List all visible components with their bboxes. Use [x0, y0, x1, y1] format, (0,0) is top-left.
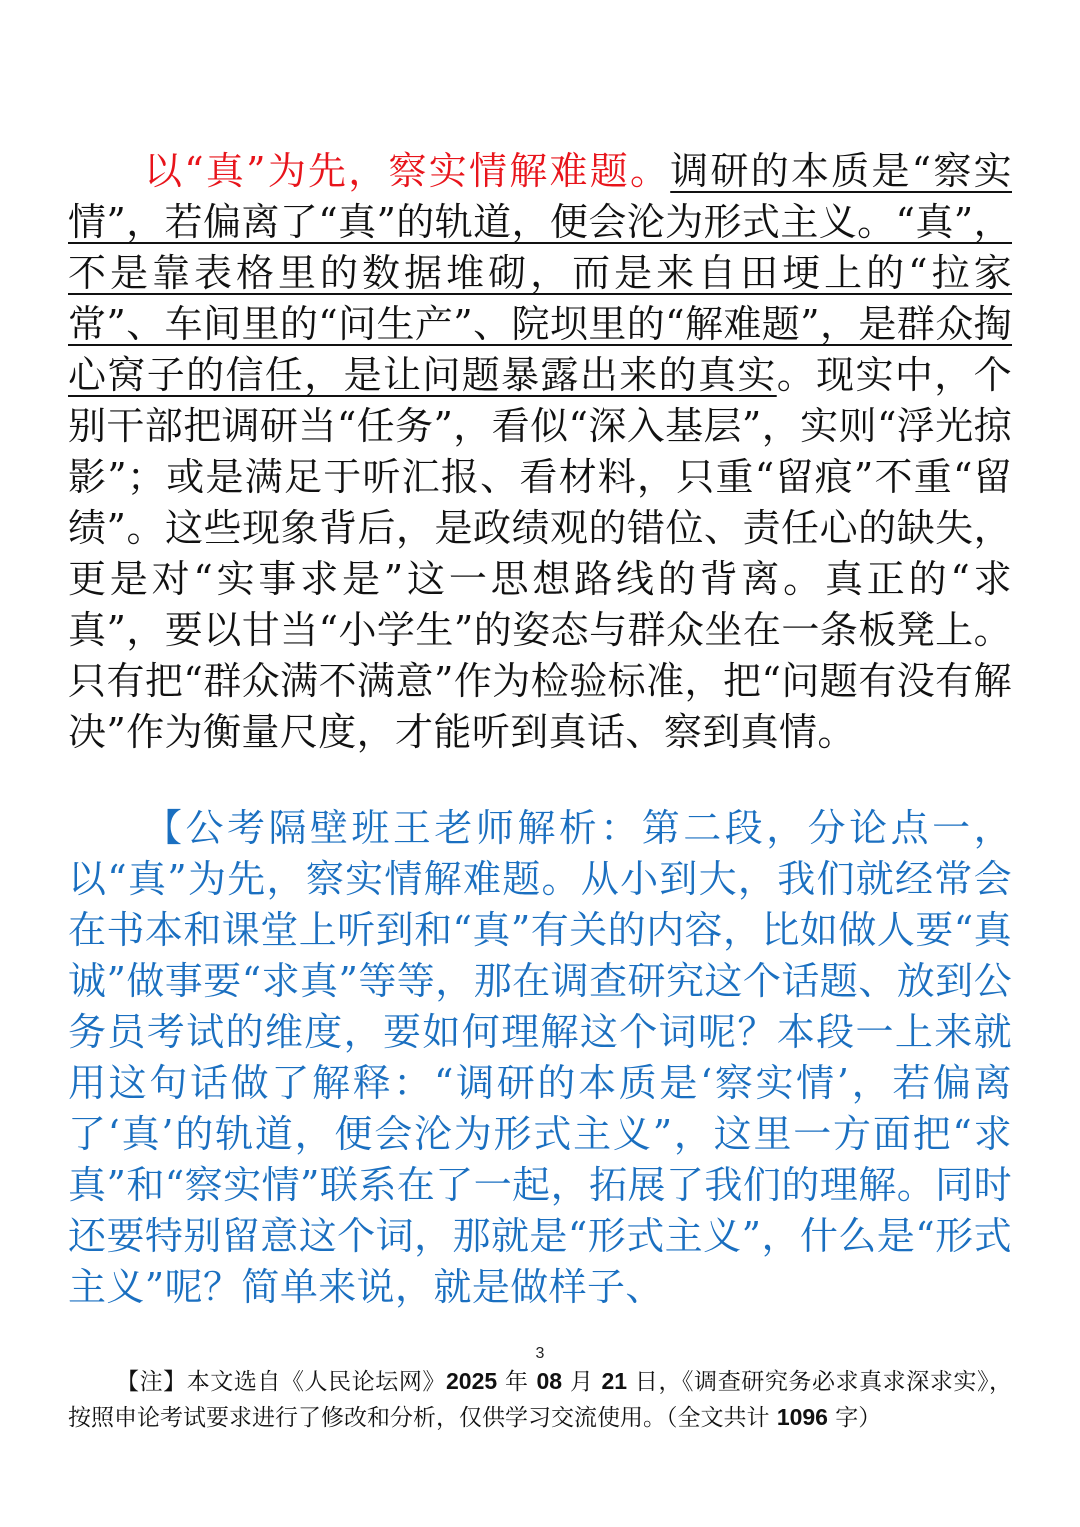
- footnote-month: 08: [536, 1368, 563, 1394]
- footnote-text-5: 字）: [827, 1405, 882, 1431]
- footnote-word-count: 1096: [776, 1404, 828, 1430]
- page-number: 3: [535, 1345, 545, 1362]
- footnote-text-4: 日，《调查研究务必求真求深求实》，按照申论考试要求进行了修改和分析，仅供学习交流使用。（全文共计: [68, 1369, 1013, 1431]
- footnote-text-2: 年: [497, 1369, 537, 1395]
- footnote: [68, 1364, 1012, 1436]
- body-text: 。现实中，个别干部把调研当“任务”，看似“深入基层”，实则“浮光掠影”；或是满足于听汇报、看材料，只重“留痕”不重“留绩”。这些现象背后，是政绩观的错位、责任心的缺失，更是对“实事求是”这一思想路线的背离。真正的“求真”，要以甘当“小学生”的姿态与群众坐在一条板凳上。只有把“群众满不满意”作为检验标准，把“问题有没有解决”作为衡量尺度，才能听到真话、察到真情。: [68, 353, 1013, 754]
- footnote-text-3: 月: [562, 1369, 602, 1395]
- paragraph-subpoint-one: [68, 146, 1012, 758]
- underlined-text: 调研的本质是“察实情”，若偏离了“真”的轨道，便会沦为形式主义。“真”，不是靠表格里的数据堆砌，而是来自田埂上的“拉家常”、车间里的“问生产”、院坝里的“解难题”，是群众掏心窝子的信任，是让问题暴露出来的真实: [68, 149, 1012, 397]
- subpoint-heading: 以“真”为先，察实情解难题。: [144, 149, 671, 193]
- analysis-paragraph: 【公考隔壁班王老师解析：第二段，分论点一，以“真”为先，察实情解难题。从小到大，我们就经常会在书本和课堂上听到和“真”有关的内容，比如做人要“真诚”做事要“求真”等等，那在调查研究这个话题、放到公务员考试的维度，要如何理解这个词呢？本段一上来就用这句话做了解释：“调研的本质是‘察实情’，若偏离了‘真’的轨道，便会沦为形式主义”，这里一方面把“求真”和“察实情”联系在了一起，拓展了我们的理解。同时还要特别留意这个词，那就是“形式主义”，什么是“形式主义”呢？简单来说，就是做样子、: [68, 806, 1012, 1309]
- footnote-year: 2025: [445, 1368, 498, 1394]
- footnote-text-1: 【注】本文选自《人民论坛网》: [116, 1369, 446, 1395]
- footnote-day: 21: [601, 1368, 628, 1394]
